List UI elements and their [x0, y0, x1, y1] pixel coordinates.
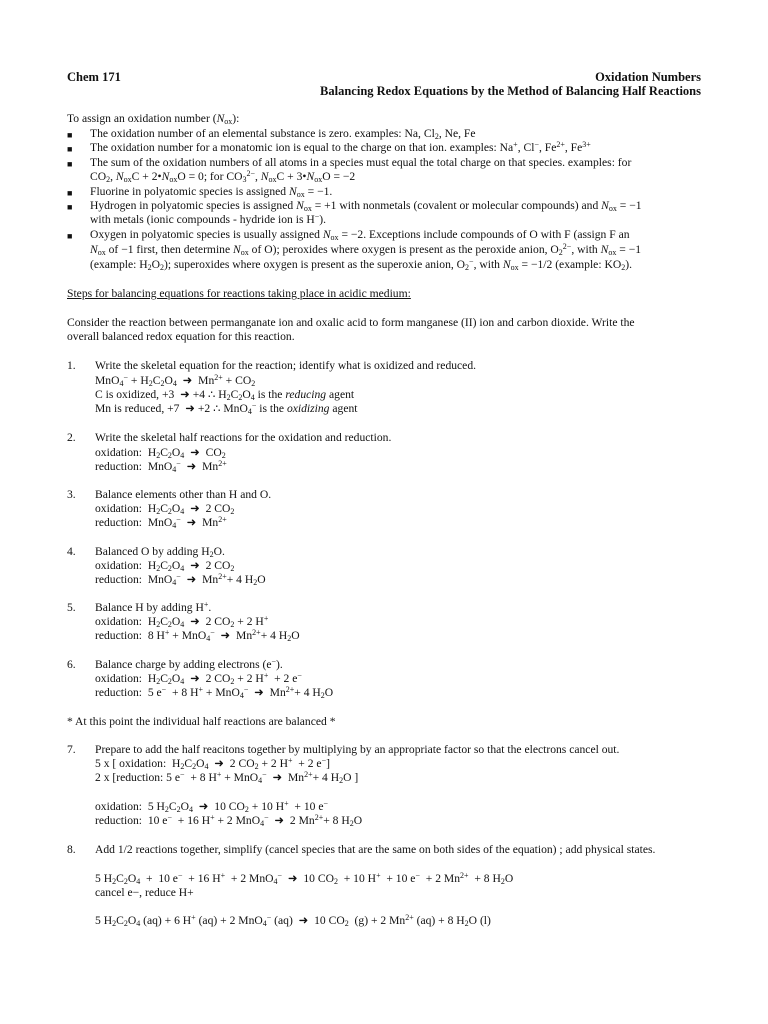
step-5-ox: oxidation: $H_2C_2O_4$ ➜ 2 $CO_2 + 2$ H+: [95, 614, 269, 629]
step-3-red: reduction: MnO$_4$− ➜ $Mn^{2+}$: [95, 515, 227, 530]
step-1-text: Write the skeletal equation for the reaction; identify what is oxidized and reduced.: [95, 359, 477, 372]
consider-text: Consider the reaction between permanganate ion and oxalic acid to form manganese (II) ion and carbon dioxide. Write the: [67, 316, 635, 329]
step-2-text: Write the skeletal half reactions for the oxidation and reduction.: [95, 431, 392, 444]
rule-1: The oxidation number of an elemental substance is zero. examples: Na, $Cl_2$, Ne, Fe: [90, 127, 476, 141]
step-8-text: Add 1/2 reactions together, simplify (cancel species that are the same on both sides of the equation) ; add physical states.: [95, 843, 656, 856]
step-number: 2.: [67, 431, 76, 444]
course-label: Chem 171: [67, 70, 121, 84]
step-1-reduced: Mn is reduced, +7 ➜ +2 ∴ MnO$_4$− is the oxidizing agent: [95, 401, 358, 416]
consider-text-cont: overall balanced redox equation for this reaction.: [67, 330, 295, 343]
bullet-icon: ■: [67, 188, 73, 198]
steps-heading: Steps for balancing equations for reactions taking place in acidic medium:: [67, 287, 411, 300]
bullet-icon: ■: [67, 159, 73, 169]
bullet-icon: ■: [67, 130, 73, 140]
bullet-icon: ■: [67, 231, 73, 241]
step-5-red: reduction: 8 H+ + MnO$_4$− ➜ $Mn^{2+}+ 4$ $H_2O$: [95, 628, 300, 643]
rule-6-cont: $N_{ox}$ of −1 first, then determine $N_{ox}$ of O); peroxides where oxygen is present as the peroxide anion, $O_2^{2-}$, with $N_{ox} = -1$: [90, 242, 642, 257]
final-equation: 5 $H_2C_2O_4$ (aq) + 6 H+ (aq) + 2 MnO$_4$− (aq) ➜ 10 $CO_2$ (g) + 2 $Mn^{2+}$ (aq) + 8 $H_2O$ (l): [95, 913, 491, 928]
balanced-note: * At this point the individual half reactions are balanced *: [67, 715, 336, 728]
rule-5: Hydrogen in polyatomic species is assigned $N_{ox} = +1$ with nonmetals (covalent or molecular compounds) and $N_{ox} = -1$: [90, 199, 642, 213]
bullet-icon: ■: [67, 144, 73, 154]
document-title: Balancing Redox Equations by the Method of Balancing Half Reactions: [320, 84, 701, 98]
step-number: 1.: [67, 359, 76, 372]
step-8-sum: 5 $H_2C_2O_4 + 10$ e− + 16 H+ + 2 MnO$_4$− ➜ 10 $CO_2 + 10$ H+ + 10 e− + 2 $Mn^{2+} + 8$ $H_2O$: [95, 871, 514, 886]
rule-2: The oxidation number for a monatomic ion is equal to the charge on that ion. examples: Na+, Cl−, $Fe^{2+}$, $Fe^{3+}$: [90, 140, 591, 154]
step-8-cancel: cancel e−, reduce H+: [95, 886, 194, 899]
step-2-ox: oxidation: $H_2C_2O_4$ ➜ $CO_2$: [95, 446, 226, 460]
step-number: 4.: [67, 545, 76, 558]
step-4-red: reduction: MnO$_4$− ➜ $Mn^{2+}+ 4$ $H_2O$: [95, 572, 266, 587]
step-6-red: reduction: 5 e− + 8 H+ + MnO$_4$− ➜ $Mn^{2+}+ 4$ $H_2O$: [95, 685, 334, 700]
step-7-mult-red: 2 x [reduction: 5 e− + 8 H+ + MnO$_4$− ➜ $Mn^{2+}+ 4$ $H_2O$ ]: [95, 770, 359, 785]
step-2-red: reduction: MnO$_4$− ➜ $Mn^{2+}$: [95, 459, 227, 474]
rule-5-cont: with metals (ionic compounds - hydride ion is H−).: [90, 212, 327, 226]
step-5-text: Balance H by adding H+.: [95, 600, 212, 614]
intro-text: To assign an oxidation number $(N_{ox})$:: [67, 112, 240, 126]
step-7-text: Prepare to add the half reacitons together by multiplying by an appropriate factor so that the electrons cancel out.: [95, 743, 620, 756]
step-number: 8.: [67, 843, 76, 856]
step-number: 3.: [67, 488, 76, 501]
step-6-ox: oxidation: $H_2C_2O_4$ ➜ 2 $CO_2 + 2$ H+ + 2 e−: [95, 671, 302, 686]
step-7-mult-ox: 5 x [ oxidation: $H_2C_2O_4$ ➜ 2 $CO_2 + 2$ H+ + 2 e−]: [95, 756, 330, 771]
step-3-ox: oxidation: $H_2C_2O_4$ ➜ 2 $CO_2$: [95, 502, 235, 516]
step-4-ox: oxidation: $H_2C_2O_4$ ➜ 2 $CO_2$: [95, 559, 235, 573]
step-7-red: reduction: 10 e− + 16 H+ + 2 MnO$_4$− ➜ 2 $Mn^{2+}+ 8$ $H_2O$: [95, 813, 363, 828]
step-3-text: Balance elements other than H and O.: [95, 488, 272, 501]
rule-4: Fluorine in polyatomic species is assigned $N_{ox} = -1$.: [90, 185, 333, 199]
step-4-text: Balanced O by adding $H_2O$.: [95, 545, 225, 559]
rule-3: The sum of the oxidation numbers of all atoms in a species must equal the total charge on that species. examples: for: [90, 156, 632, 169]
step-number: 5.: [67, 601, 76, 614]
rule-6-cont2: (example: $H_2O_2$); superoxides where oxygen is present as the superoxie anion, $O_2^-$, with $N_{ox} = -1/2$ (example: $KO_2$).: [90, 257, 632, 272]
rule-6: Oxygen in polyatomic species is usually assigned $N_{ox} = -2$. Exceptions include compounds of O with F (assign F an: [90, 228, 630, 242]
step-7-ox: oxidation: 5 $H_2C_2O_4$ ➜ 10 $CO_2 + 10$ H+ + 10 e−: [95, 799, 329, 814]
step-6-text: Balance charge by adding electrons (e−).: [95, 657, 283, 671]
step-number: 6.: [67, 658, 76, 671]
bullet-icon: ■: [67, 202, 73, 212]
topic-label: Oxidation Numbers: [595, 70, 701, 84]
rule-3-cont: $CO_2$, $N_{ox}C$ + $2•N_{ox}O = 0$; for $CO_3^{2-}$, $N_{ox}C$ + $3•N_{ox}O = -2$: [90, 169, 356, 184]
step-1-eq: $MnO_4^- + H_2C_2O_4$ ➜ $Mn^{2+} + CO_2$: [95, 373, 256, 388]
step-number: 7.: [67, 743, 76, 756]
step-1-oxidized: C is oxidized, +3 ➜ +4 ∴ $H_2C_2O_4$ is the reducing agent: [95, 388, 355, 402]
